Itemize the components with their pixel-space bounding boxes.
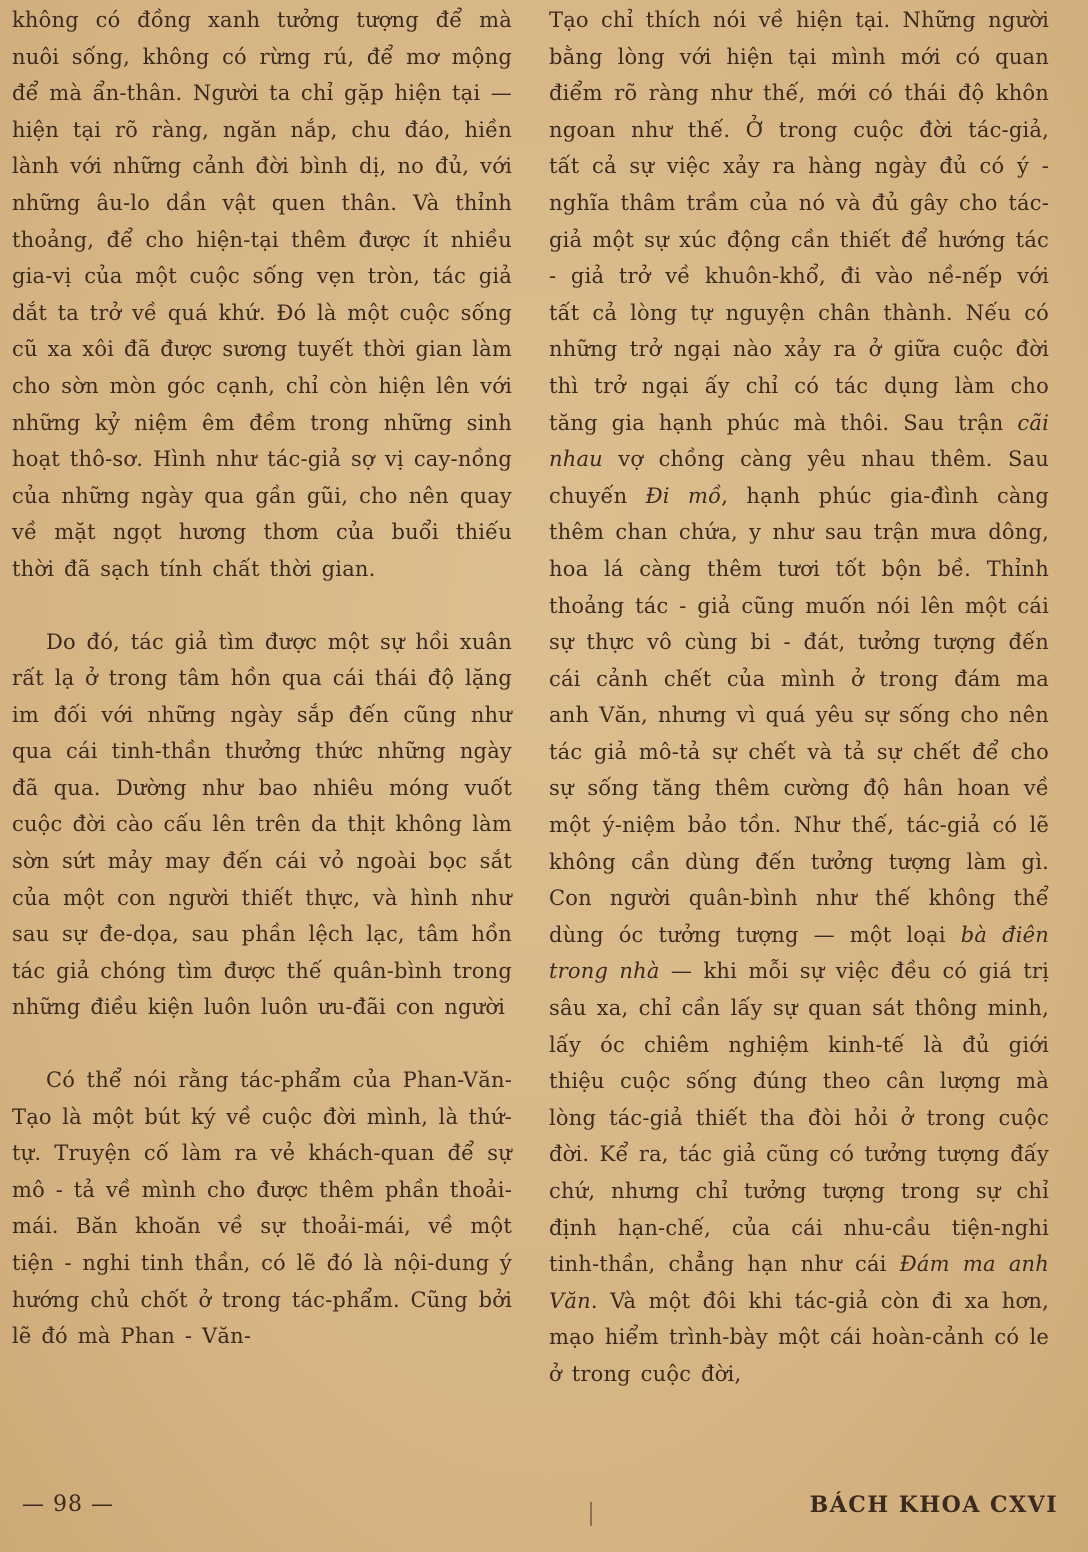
page-number: — 98 — [22,1492,114,1517]
right-text-segment-e: . Và một đôi khi tác-giả còn đi xa hơn, mạo hiểm trình-bày một cái hoàn-cảnh có le ở trong cuộc đời, [549,1288,1049,1386]
italic-title-dam-ma: Đám ma anh Văn [549,1252,1049,1313]
page-footer [0,1492,1088,1532]
italic-title-di-mo: Đi mồ [645,483,722,508]
left-paragraph-3: Có thể nói rằng tác-phẩm của Phan-Văn-Tạo là một bút ký về cuộc đời mình, là thứ-tự. Truyện cố làm ra vẻ khách-quan để sự mô - tả về mình cho được thêm phần thoải-mái. Băn khoăn về sự thoải-mái, về một tiện - nghi tinh thần, có lẽ đó là nội-dung ý hướng chủ chốt ở trong tác-phẩm. Cũng bởi lẽ đó mà Phan - Văn- [12,1068,512,1349]
right-paragraph-1 [549,2,1049,1393]
right-text-segment-d: — khi mỗi sự việc đều có giá trị sâu xa, chỉ cần lấy sự quan sát thông minh, lấy óc chiêm nghiệm kinh-tế là đủ giới thiệu cuộc sống đúng theo cân lượng mà lòng tác-giả thiết tha đòi hỏi ở trong cuộc đời. Kể ra, tác giả cũng có tưởng tượng đấy chứ, nhưng chỉ tưởng tượng trong sự chỉ định hạn-chế, của cái nhu-cầu tiện-nghi tinh-thần, chẳng hạn như cái [549,959,1050,1277]
right-text-segment-c: , hạnh phúc gia-đình càng thêm chan chứa, y như sau trận mưa dông, hoa lá càng thêm tươi tốt bộn bề. Thỉnh thoảng tác - giả cũng muốn nói lên một cái sự thực vô cùng bi - đát, tưởng tượng đến cái cảnh chết của mình ở trong đám ma anh Văn, nhưng vì quá yêu sự sống cho nên tác giả mô-tả sự chết và tả sự chết để cho sự sống tăng thêm cường độ hân hoan về một ý-niệm bảo tồn. Như thế, tác-giả có lẽ không cần dùng đến tưởng tượng làm gì. Con người quân-bình như thế không thể dùng óc tưởng tượng — một loại [549,483,1049,947]
italic-title-cai-nhau: cãi nhau [549,410,1049,472]
right-text-segment-b: vợ chồng càng yêu nhau thêm. Sau chuyến [549,447,1049,508]
left-column [12,2,512,1355]
italic-phrase-ba-dien: bà điên trong nhà [549,922,1049,984]
left-paragraph-2: Do đó, tác giả tìm được một sự hồi xuân rất lạ ở trong tâm hồn qua cái thái độ lặng im đối với những ngày sắp đến cũng như qua cái tinh-thần thưởng thức những ngày đã qua. Dường như bao nhiêu móng vuốt cuộc đời cào cấu lên trên da thịt không làm sờn sứt mảy may đến cái vỏ ngoài bọc sắt của một con người thiết thực, và hình như sau sự đe-dọa, sau phần lệch lạc, tâm hồn tác giả chóng tìm được thế quân-bình trong những điều kiện luôn luôn ưu-đãi con người [12,629,512,1020]
right-column [549,2,1049,1393]
right-text-segment-a: Tạo chỉ thích nói về hiện tại. Những người bằng lòng với hiện tại mình mới có quan điểm rõ ràng như thế, mới có thái độ khôn ngoan như thế. Ở trong cuộc đời tác-giả, tất cả sự việc xảy ra hàng ngày đủ có ý - nghĩa thâm trầm của nó và đủ gây cho tác-giả một sự xúc động cần thiết để hướng tác - giả trở về khuôn-khổ, đi vào nề-nếp với tất cả lòng tự nguyện chân thành. Nếu có những trở ngại nào xảy ra ở giữa cuộc đời thì trở ngại ấy chỉ có tác dụng làm cho tăng gia hạnh phúc mà thôi. Sau trận [549,8,1049,435]
journal-name: BÁCH KHOA CXVI [809,1492,1058,1518]
left-paragraph-1: không có đồng xanh tưởng tượng để mà nuôi sống, không có rừng rú, để mơ mộng để mà ẩn-thân. Người ta chỉ gặp hiện tại — hiện tại rõ ràng, ngăn nắp, chu đáo, hiền lành với những cảnh đời bình dị, no đủ, với những âu-lo dần vật quen thân. Và thỉnh thoảng, để cho hiện-tại thêm được ít nhiều gia-vị của một cuộc sống vẹn tròn, tác giả dắt ta trở về quá khứ. Đó là một cuộc sống cũ xa xôi đã được sương tuyết thời gian làm cho sờn mòn góc cạnh, chỉ còn hiện lên với những kỷ niệm êm đềm trong những sinh hoạt thô-sơ. Hình như tác-giả sợ vị cay-nồng của những ngày qua gần gũi, cho nên quay về mặt ngọt hương thơm của buổi thiếu thời đã sạch tính chất thời gian. [12,8,512,581]
center-mark [590,1502,592,1526]
